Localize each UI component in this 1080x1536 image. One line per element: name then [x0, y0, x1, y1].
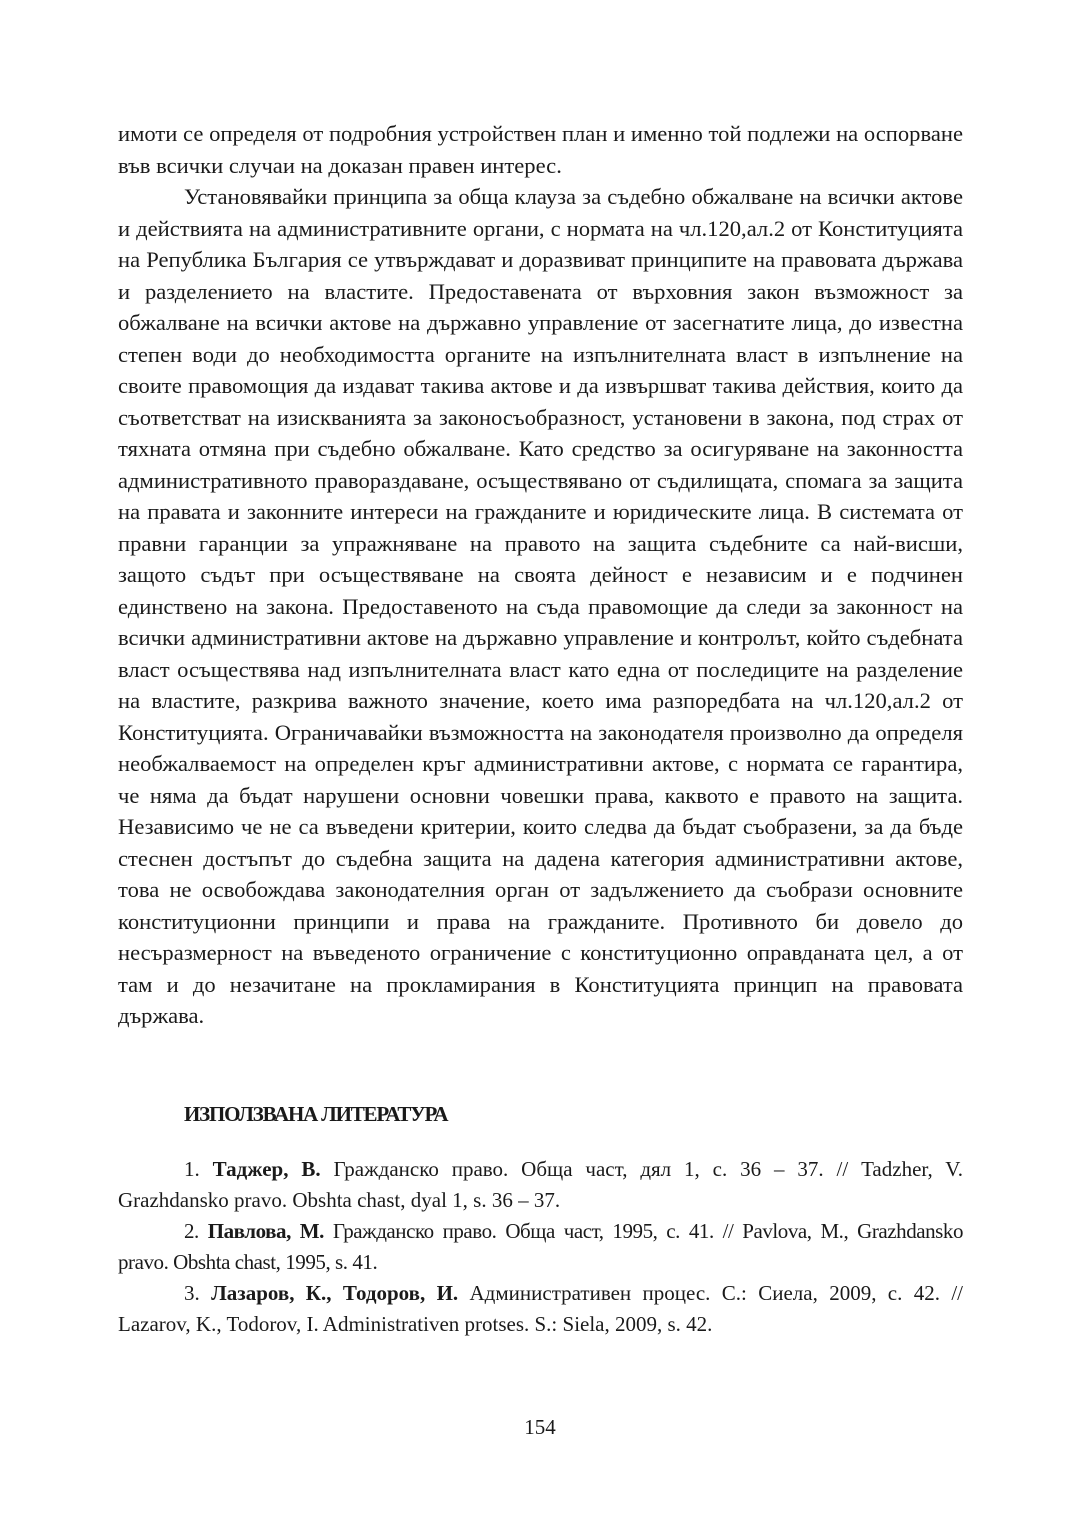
- reference-number: 1.: [184, 1156, 200, 1181]
- paragraph-main: Установявайки принципа за обща клауза за съдебно обжалване на всички актове и действията на административните органи, с нормата на чл.120,ал.2 от Конституцията на Република България се утвърждават и доразвиват принципите на правовата държава и разделението на властите. Предоставената от върховния закон възможност за обжалване на всички актове на държавно управление от засегнатите лица, до известна степен води до необходимостта органите на изпълнителната власт в изпълнение на своите правомощия да издават такива актове и да извършват такива действия, които да съответстват на изискванията за законосъобразност, установени в закона, под страх от тяхната отмяна при съдебно обжалване. Като средство за осигуряване на законността административното правораздаване, осъществявано от съдилищата, спомага за защита на правата и законните интереси на гражданите и юридическите лица. В системата от правни гаранции за упражняване на правото на защита съдебните са най-висши, защото съдът при осъществяване на своята дейност е независим и е подчинен единствено на закона. Предоставеното на съда правомощие да следи за законност на всички административни актове на държавно управление и контролът, който съдебната власт осъществява над изпълнителната власт като една от последиците на разделение на властите, разкрива важното значение, което има разпоредбата на чл.120,ал.2 от Конституцията. Ограничавайки възможността на законодателя произволно да определя необжалваемост на определен кръг административни актове, с нормата се гарантира, че няма да бъдат нарушени основни човешки права, каквото е правото на защита. Независимо че не са въведени критерии, които следва да бъдат съобразени, за да бъде стеснен достъпът до съдебна защита на дадена категория административни актове, това не освобождава законодателния орган от задължението да съобрази основните конституционни принципи и права на гражданите. Противното би довело до несъразмерност на въведеното ограничение с конституционно оправданата цел, а от там и до незачитане на прокламирания в Конституцията принцип на правовата държава.: [118, 184, 963, 1028]
- reference-author: Павлова, М.: [207, 1218, 324, 1243]
- reference-text: Гражданско право. Обща част, 1995, с. 41. // Pavlova, M., Grazhdansko pravo. Obshta chast, 1995, s. 41.: [118, 1218, 963, 1274]
- references-list: [118, 1154, 963, 1340]
- page-number: 154: [524, 1415, 556, 1439]
- paragraph-continuation: имоти се определя от подробния устройствен план и именно той подлежи на оспорване във всички случаи на доказан правен интерес.: [118, 121, 963, 178]
- reference-number: 2.: [184, 1218, 199, 1243]
- references-heading: ИЗПОЛЗВАНА ЛИТЕРАТУРА: [184, 1101, 448, 1126]
- reference-item-1: [118, 1154, 963, 1216]
- reference-number: 3.: [184, 1280, 200, 1305]
- page-content: [118, 118, 963, 1340]
- reference-author: Лазаров, К., Тодоров, И.: [211, 1280, 459, 1305]
- reference-text: Гражданско право. Обща част, дял 1, с. 36 – 37. // Tadzher, V. Grazhdansko pravo. Obshta chast, dyal 1, s. 36 – 37.: [118, 1156, 963, 1212]
- body-text: [118, 118, 963, 1032]
- reference-text: Административен процес. С.: Сиела, 2009, с. 42. // Lazarov, K., Todorov, I. Administrativen protses. S.: Siela, 2009, s. 42.: [118, 1280, 963, 1336]
- reference-item-2: [118, 1216, 963, 1278]
- reference-item-3: [118, 1278, 963, 1340]
- reference-author: Таджер, В.: [212, 1156, 321, 1181]
